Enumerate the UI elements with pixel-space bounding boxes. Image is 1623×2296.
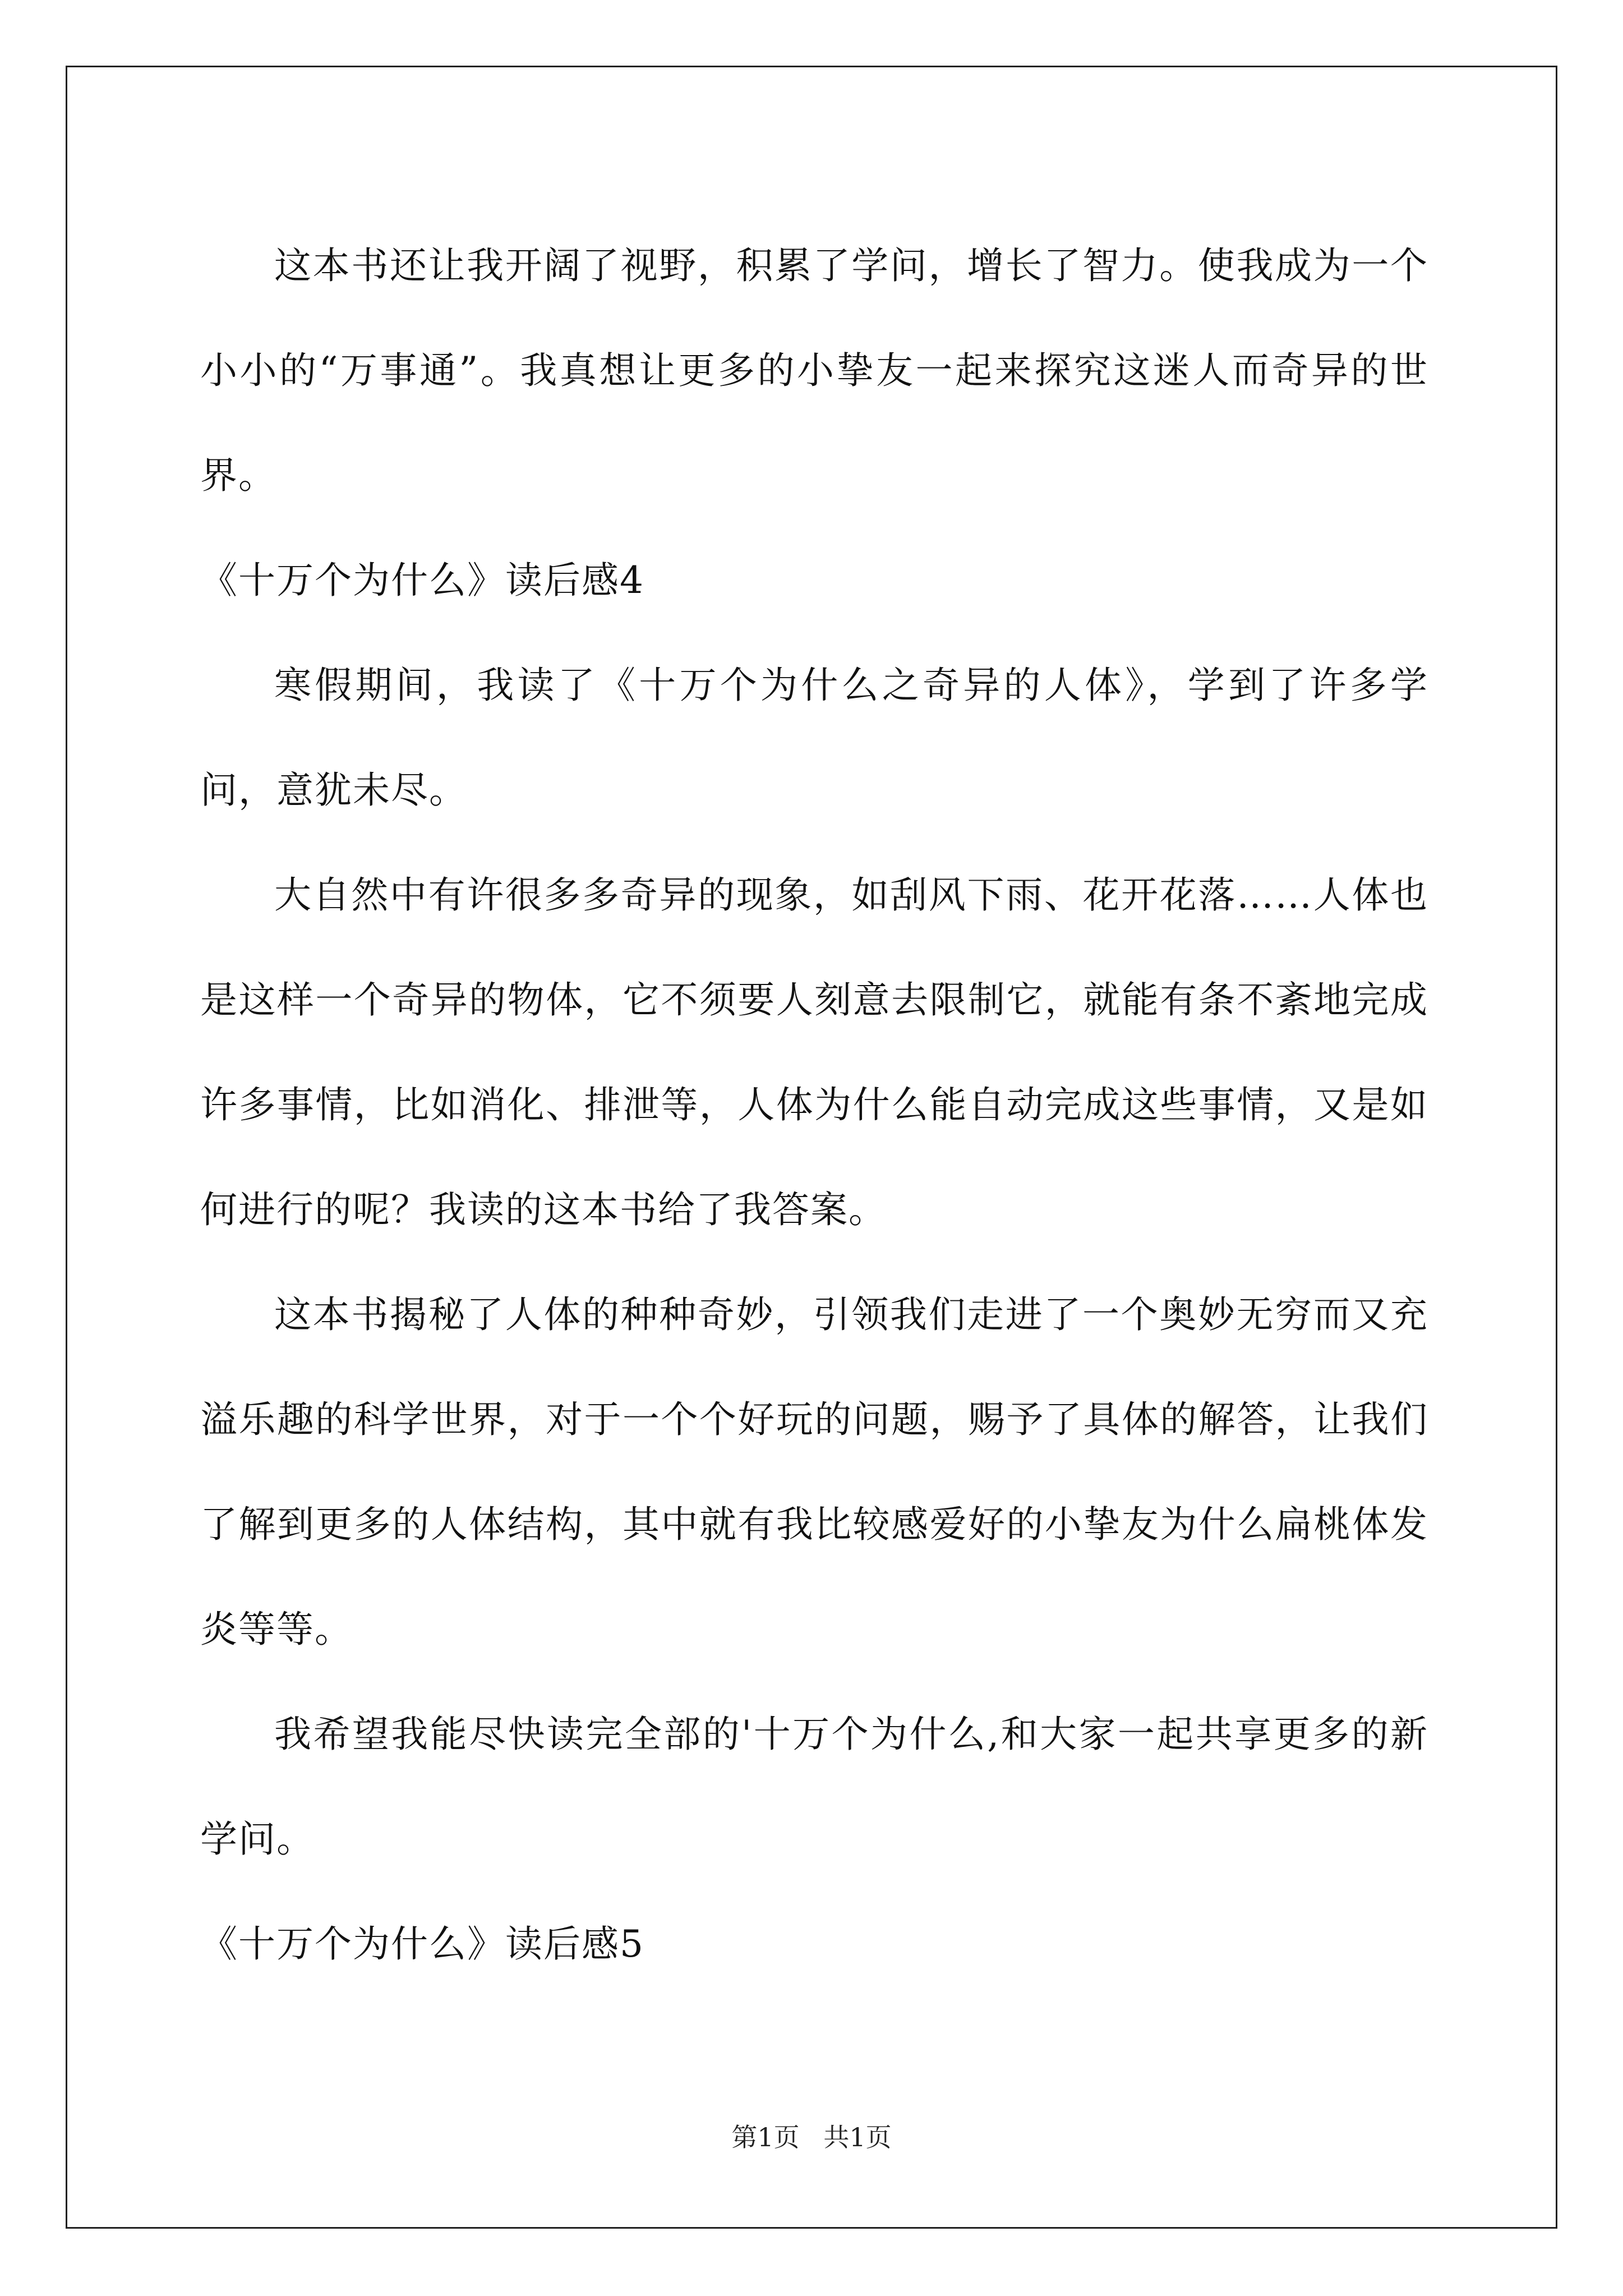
- paragraph-4: 这本书揭秘了人体的种种奇妙，引领我们走进了一个奥妙无穷而又充溢乐趣的科学世界，对于一个个好玩的问题，赐予了具体的解答，让我们了解到更多的人体结构，其中就有我比较感爱好的小挚友为什么扁桃体发炎等等。: [200, 1293, 1428, 1651]
- section-heading-5: 《十万个为什么》读后感5: [200, 1922, 644, 1966]
- document-body: [200, 213, 1428, 1996]
- section-heading-4: 《十万个为什么》读后感4: [200, 559, 644, 602]
- paragraph-2: 寒假期间，我读了《十万个为什么之奇异的人体》，学到了许多学问，意犹未尽。: [200, 664, 1428, 812]
- page-number: 第1页: [731, 2122, 800, 2152]
- page-footer: [0, 2120, 1623, 2154]
- paragraph-3: 大自然中有许很多多奇异的现象，如刮风下雨、花开花落……人体也是这样一个奇异的物体，它不须要人刻意去限制它，就能有条不紊地完成许多事情，比如消化、排泄等，人体为什么能自动完成这些事情，又是如何进行的呢？我读的这本书给了我答案。: [200, 873, 1428, 1231]
- paragraph-5: 我希望我能尽快读完全部的'十万个为什么,和大家一起共享更多的新学问。: [200, 1713, 1428, 1861]
- paragraph-1: 这本书还让我开阔了视野，积累了学问，增长了智力。使我成为一个小小的“万事通”。我真想让更多的小挚友一起来探究这迷人而奇异的世界。: [200, 244, 1428, 497]
- page-total: 共1页: [823, 2122, 892, 2152]
